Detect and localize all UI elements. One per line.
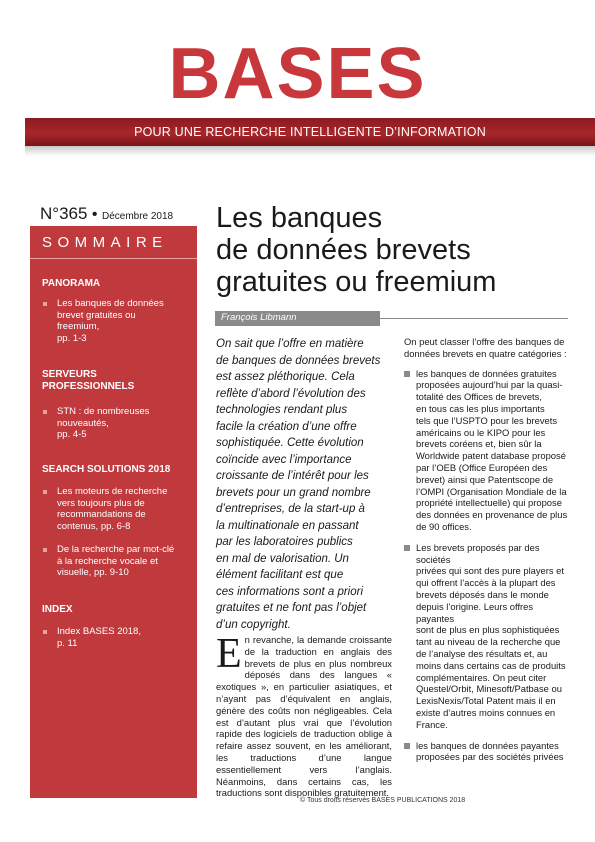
item-line: tels que l’USPTO pour les brevets [416, 414, 558, 426]
lede-line: ces informations sont a priori [216, 585, 364, 598]
toc-item-index[interactable] [57, 626, 141, 649]
item-line: complémentaires. On peut citer [416, 671, 547, 683]
lede-line: de banques de données brevets [216, 354, 381, 367]
toc-line: Les moteurs de recherche [57, 486, 168, 497]
section-title-serveurs [42, 369, 134, 393]
lede-line: sophistiquée. Cette évolution [216, 437, 364, 449]
issue-separator: • [91, 206, 98, 223]
author-name: François Libmann [221, 312, 297, 323]
toc-bullet [43, 490, 47, 494]
section-title-line: SEARCH SOLUTIONS 2018 [42, 464, 171, 475]
category-item [404, 542, 570, 731]
issue-line [40, 204, 210, 224]
section-title-index [42, 604, 73, 616]
toc-bullet [43, 630, 47, 634]
item-line: par l’OEB (Office Européen des [416, 461, 548, 473]
section-title-search-solutions [42, 464, 170, 476]
square-bullet-icon [404, 743, 410, 749]
toc-line: vers toujours plus de [57, 497, 145, 509]
title-line: Les banques [216, 202, 383, 234]
item-line: de l’analyse des résultats et, au [416, 647, 548, 659]
toc-line: visuelle, pp. 9-10 [57, 567, 129, 578]
lede-line: la multinationale en passant [216, 519, 359, 532]
toc-line: Index BASES 2018, [57, 626, 141, 637]
item-line: propriété intellectuelle) qui propose [416, 497, 562, 509]
toc-line: pp. 1-3 [57, 332, 87, 344]
toc-item-stn[interactable] [57, 406, 149, 441]
item-line: les banques de données gratuites [416, 367, 557, 379]
square-bullet-icon [404, 545, 410, 551]
item-line: proposées par des sociétés privées [416, 751, 564, 763]
col2-intro [404, 336, 570, 360]
toc-bullet [43, 548, 47, 552]
toc-bullet [43, 302, 47, 306]
toc-line: nouveautés, [57, 417, 109, 429]
drop-cap: E [216, 631, 242, 677]
intro-line: données brevets en quatre catégories : [404, 347, 567, 359]
lede-line: d’un copyright. [216, 618, 291, 631]
body-paragraph: n revanche, la demande croissante de la traduction en anglais des brevets de plus en plus nombreux déposés dans des langues « exotiques », en particulier asiatiques, et n’ayant pas d’équivalent en anglais, génère des coûts non négligeables. Cela est d’autant plus vrai que l’évolution rapide des logiciels de traduction oblige à refaire assez souvent, en les améliorant, les traductions d’une langue essentiellement vers l’anglais. Néanmoins, dans certains cas, les traductions sont disponibles gratuitement. [216, 634, 392, 799]
item-line: Questel/Orbit, Minesoft/Patbase ou [416, 683, 562, 695]
item-line: brevet) ainsi que Patentscope de [416, 473, 554, 485]
section-title-line: PROFESSIONNELS [42, 381, 135, 392]
sommaire-divider [30, 258, 197, 259]
author-bar [215, 311, 380, 326]
category-item [404, 740, 570, 764]
lede-line: gratuites et ne font pas l’objet [216, 602, 367, 614]
item-line: moins dans certains cas de produits [416, 659, 566, 671]
item-line: les banques de données payantes [416, 739, 559, 751]
title-line: gratuites ou freemium [216, 266, 497, 298]
toc-line: p. 11 [57, 637, 78, 649]
tagline-band [25, 118, 595, 146]
item-line: France. [416, 718, 448, 730]
copyright: © Tous droits réservés BASES PUBLICATIONS 2018 [300, 797, 466, 804]
item-line: l’OMPI (Organisation Mondiale de la [416, 485, 567, 497]
sommaire-sidebar [30, 226, 197, 798]
item-line: Worldwide patent database proposé [416, 450, 566, 462]
category-item [404, 368, 570, 533]
tagline: POUR UNE RECHERCHE INTELLIGENTE D’INFORMATION [134, 125, 486, 139]
item-line: proposées aujourd’hui par la quasi- [416, 379, 563, 391]
sommaire-heading: SOMMAIRE [42, 234, 168, 251]
logo: BASES [168, 34, 427, 114]
item-line: depuis l’origine. Leurs offres payantes [416, 600, 534, 624]
item-line: américains ou le KIPO pour les [416, 426, 546, 438]
intro-line: On peut classer l’offre des banques de [404, 336, 565, 347]
toc-line: contenus, pp. 6-8 [57, 520, 131, 532]
lede-line: On sait que l’offre en matière [216, 338, 364, 350]
lede-line: élément facilitant est que [216, 569, 344, 581]
toc-item-recherche-vocale[interactable] [57, 544, 174, 579]
section-title-line: SERVEURS [42, 369, 97, 380]
item-line: tant au niveau de la recherche que [416, 636, 561, 648]
lede-line: par les laboratoires publics [216, 536, 353, 548]
lede-line: reflète d’abord l’évolution des [216, 387, 366, 400]
section-title-line: INDEX [42, 604, 73, 615]
section-title-panorama [42, 278, 100, 290]
lede-line: croissante de l’intérêt pour les [216, 470, 369, 482]
toc-line: STN : de nombreuses [57, 406, 150, 417]
lede-line: d’entreprises, de la start-up à [216, 503, 365, 515]
lede-line: en mal de valorisation. Un [216, 552, 349, 565]
article-title [216, 202, 576, 298]
toc-line: recommandations de [57, 509, 146, 520]
toc-line: Les banques de données [57, 298, 164, 309]
toc-line: brevet gratuites ou [57, 309, 136, 321]
section-title-line: PANORAMA [42, 278, 101, 289]
toc-item-moteurs[interactable] [57, 486, 167, 532]
toc-item-banques-brevets[interactable] [57, 298, 164, 344]
item-line: sont de plus en plus sophistiquées [416, 624, 560, 636]
lede-line: technologies rendant plus [216, 404, 348, 416]
article-body-col2 [404, 336, 570, 772]
author-rule [380, 318, 568, 319]
issue-date: Décembre 2018 [101, 211, 174, 222]
item-line: qui offrent l’accès à la plupart des [416, 577, 556, 589]
lede-line: brevets pour un grand nombre [216, 486, 371, 499]
article-lede [216, 336, 396, 633]
item-line: de 90 offices. [416, 520, 472, 532]
toc-bullet [43, 410, 47, 414]
article-body-col1 [216, 631, 392, 799]
item-line: brevets coréens et, bien sûr la [416, 438, 542, 450]
title-line: de données brevets [216, 234, 471, 266]
toc-line: pp. 4-5 [57, 429, 87, 440]
lede-line: est assez pléthorique. Cela [216, 371, 355, 383]
item-line: privées qui sont des pure players et [416, 565, 564, 577]
item-line: des données en provenance de plus [416, 509, 568, 521]
issue-number: N°365 [40, 204, 88, 223]
lede-line: coïncide avec l’importance [216, 453, 352, 466]
square-bullet-icon [404, 371, 410, 377]
toc-line: De la recherche par mot-clé [57, 544, 175, 555]
item-line: totalité des Offices de brevets, [416, 391, 542, 403]
item-line: Les brevets proposés par des sociétés [416, 541, 540, 565]
item-line: LexisNexis/Total Patent mais il en [416, 695, 556, 707]
toc-line: à la recherche vocale et [57, 555, 158, 567]
band-shadow [25, 146, 595, 156]
item-line: en tous cas les plus importants [416, 402, 545, 414]
lede-line: facile la création d’une offre [216, 420, 357, 433]
item-line: existe d’autres moins connues en [416, 706, 556, 718]
toc-line: freemium, [57, 321, 100, 332]
item-line: brevets déposés dans le monde [416, 588, 549, 600]
